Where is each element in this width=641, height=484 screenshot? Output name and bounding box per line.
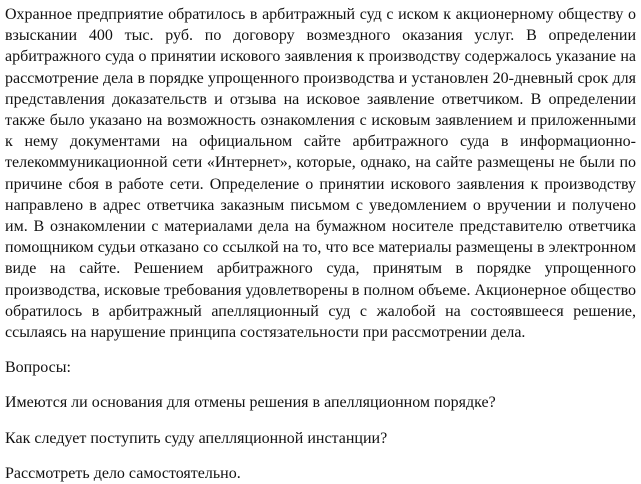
spacer (5, 378, 636, 392)
question-1: Имеются ли основания для отмены решения в апелляционном порядке? (5, 394, 496, 412)
document-body (5, 4, 636, 484)
case-paragraph: Охранное предприятие обратилось в арбитражный суд с иском к акционерному обществу о взыскании 400 тыс. руб. по договору возмездного оказания услуг. В определении арбитражного суда о принятии искового заявления к производству содержалось указание на рассмотрение дела в порядке упрощенного производства и установлен 20-дневный срок для представления доказательств и отзыва на исковое заявление ответчиком. В определении также было указано на возможность ознакомления с исковым заявлением и приложенными к нему документами на официальном сайте арбитражного суда в информационно-телекоммуникационной сети «Интернет», которые, однако, на сайте размещены не были по причине сбоя в работе сети. Определение о принятии искового заявления к производству направлено в адрес ответчика заказным письмом с уведомлением о вручении и получено им. В ознакомлении с материалами дела на бумажном носителе представителю ответчика помощником судьи отказано со ссылкой на то, что все материалы размещены в электронном виде на сайте. Решением арбитражного суда, принятым в порядке упрощенного производства, исковые требования удовлетворены в полном объеме. Акционерное общество обратилось в арбитражный апелляционный суд с жалобой на состоявшееся решение, ссылаясь на нарушение принципа состязательности при рассмотрении дела. (5, 6, 637, 342)
question-2: Как следует поступить суду апелляционной инстанции? (5, 429, 388, 447)
spacer (5, 449, 636, 463)
task-line: Рассмотреть дело самостоятельно. (5, 464, 241, 482)
spacer (5, 343, 636, 357)
questions-heading: Вопросы: (5, 359, 71, 377)
spacer (5, 414, 636, 428)
